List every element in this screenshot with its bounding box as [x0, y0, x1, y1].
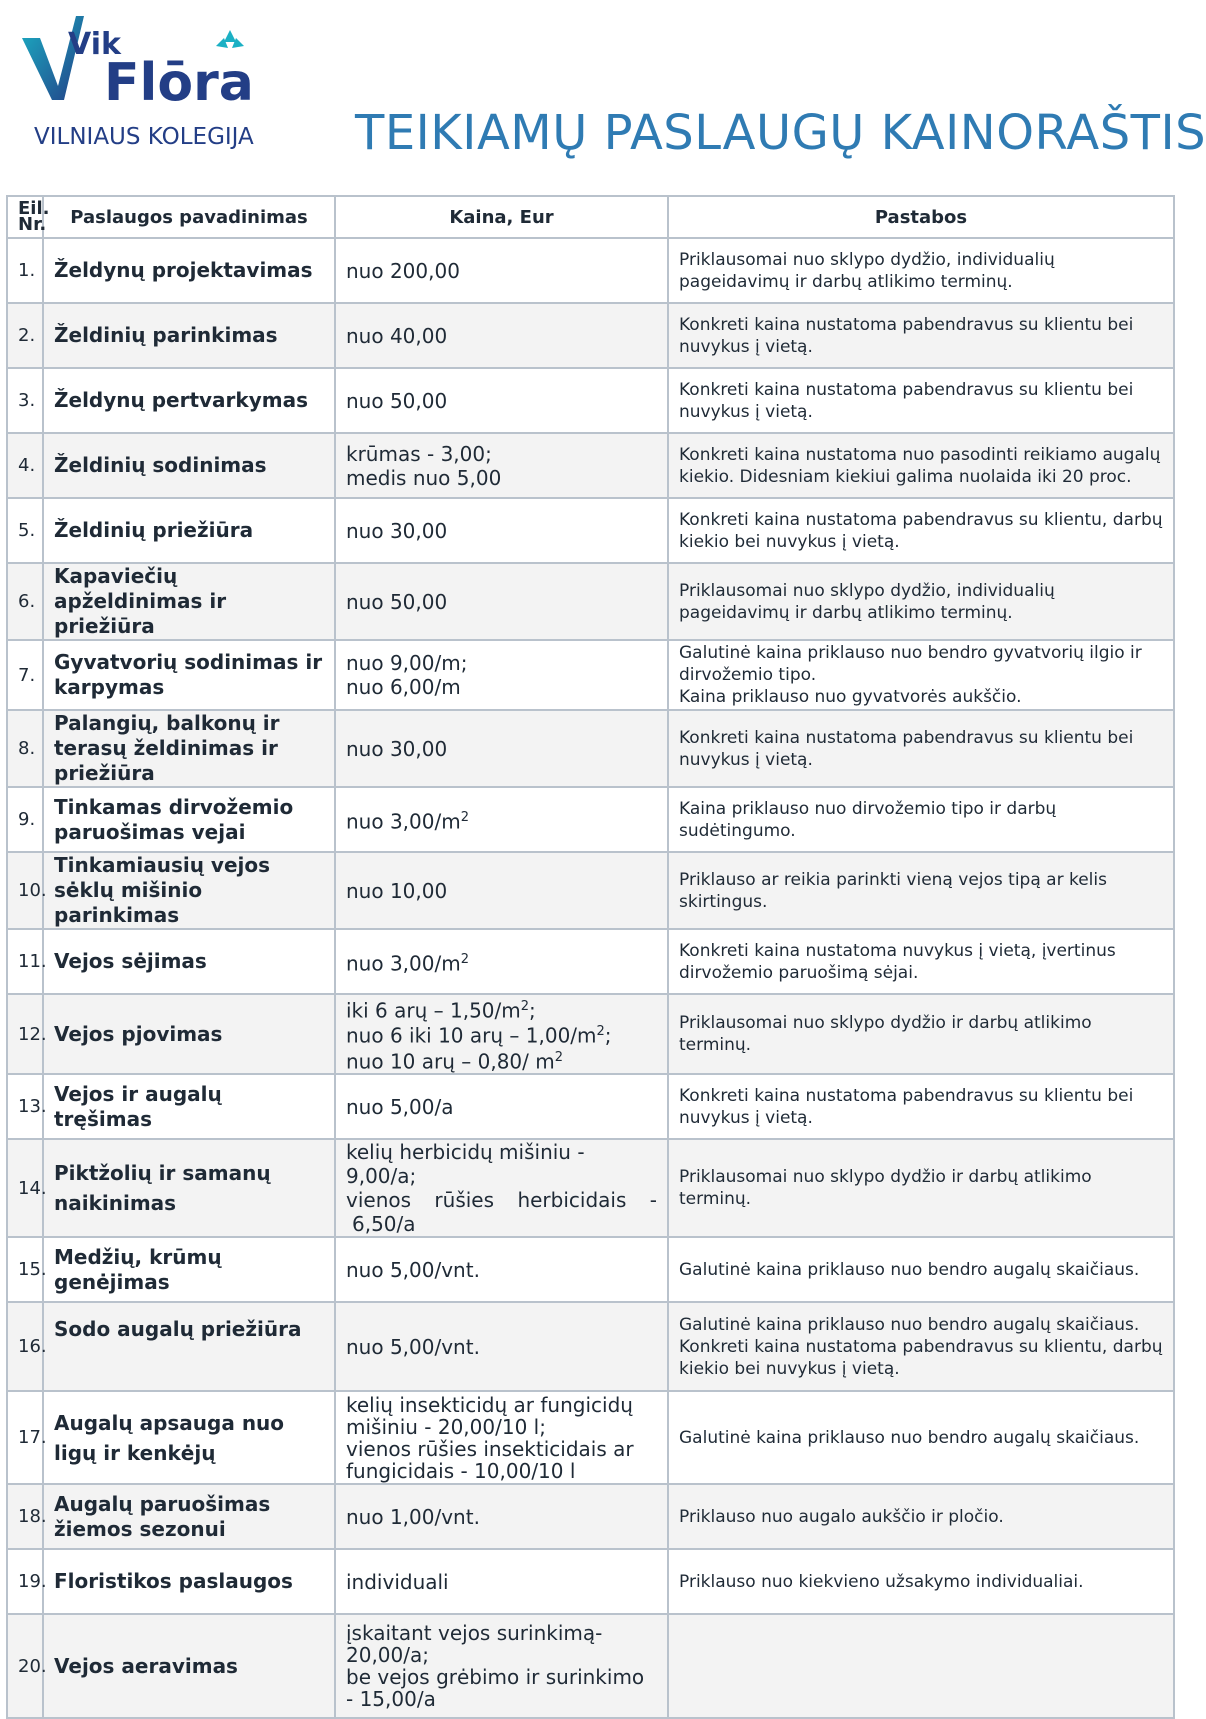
- service-name: Tinkamas dirvožemio paruošimas vejai: [43, 787, 335, 852]
- service-name: Želdinių priežiūra: [43, 498, 335, 563]
- service-price: nuo 30,00: [335, 710, 668, 787]
- price-line: nuo 9,00/m;: [346, 651, 468, 675]
- table-row: [7, 303, 1174, 368]
- price-line: kelių insekticidų ar fungicidų mišiniu - 20,00/10 l;: [346, 1392, 633, 1439]
- note-line: Kaina priklauso nuo gyvatvorės aukščio.: [679, 687, 1022, 707]
- logo-subtitle: VILNIAUS KOLEGIJA: [34, 124, 254, 150]
- row-nr: 15.: [7, 1237, 43, 1302]
- page-title: TEIKIAMŲ PASLAUGŲ KAINORAŠTIS: [355, 105, 1206, 161]
- service-note: Priklausomai nuo sklypo dydžio, individualių pageidavimų ir darbų atlikimo terminų.: [668, 563, 1174, 640]
- row-nr: 10.: [7, 852, 43, 929]
- price-text: nuo 3,00/m: [346, 809, 461, 834]
- service-note: Konkreti kaina nustatoma pabendravus su klientu bei nuvykus į vietą.: [668, 368, 1174, 433]
- service-note: Konkreti kaina nustatoma pabendravus su klientu bei nuvykus į vietą.: [668, 710, 1174, 787]
- row-nr: 20.: [7, 1614, 43, 1718]
- service-note: Konkreti kaina nustatoma pabendravus su klientu bei nuvykus į vietą.: [668, 1074, 1174, 1139]
- table-row: [7, 1139, 1174, 1237]
- service-note: [668, 1614, 1174, 1718]
- service-note: Kaina priklauso nuo dirvožemio tipo ir darbų sudėtingumo.: [668, 787, 1174, 852]
- service-name: Želdynų pertvarkymas: [43, 368, 335, 433]
- row-nr: 11.: [7, 929, 43, 994]
- header-notes: Pastabos: [668, 196, 1174, 238]
- row-nr: 2.: [7, 303, 43, 368]
- service-name: Vejos aeravimas: [43, 1614, 335, 1718]
- price-line: nuo 6,00/m: [346, 675, 461, 699]
- service-note: [668, 640, 1174, 710]
- service-note: Konkreti kaina nustatoma pabendravus su klientu, darbų kiekio bei nuvykus į vietą.: [668, 498, 1174, 563]
- service-price: nuo 1,00/vnt.: [335, 1484, 668, 1549]
- header-name: Paslaugos pavadinimas: [43, 196, 335, 238]
- service-price: [335, 640, 668, 710]
- service-price: [335, 787, 668, 852]
- table-row: [7, 368, 1174, 433]
- table-row: [7, 1237, 1174, 1302]
- table-row: [7, 1614, 1174, 1718]
- price-line: vienos rūšies herbicidais -: [346, 1188, 657, 1212]
- service-name: Sodo augalų priežiūra: [43, 1302, 335, 1391]
- service-price: nuo 30,00: [335, 498, 668, 563]
- row-nr: 18.: [7, 1484, 43, 1549]
- price-line: kelių herbicidų mišiniu - 9,00/a;: [346, 1140, 585, 1188]
- price-line: medis nuo 5,00: [346, 465, 502, 490]
- table-row: [7, 1391, 1174, 1484]
- service-note: Priklausomai nuo sklypo dydžio ir darbų atlikimo terminų.: [668, 1139, 1174, 1237]
- service-name: Tinkamiausių vejos sėklų mišinio parinkimas: [43, 852, 335, 929]
- service-price: nuo 50,00: [335, 563, 668, 640]
- price-text: iki 6 arų – 1,50/m: [346, 998, 521, 1023]
- service-name: Vejos ir augalų tręšimas: [43, 1074, 335, 1139]
- service-name: Augalų paruošimas žiemos sezonui: [43, 1484, 335, 1549]
- row-nr: 5.: [7, 498, 43, 563]
- service-name: Medžių, krūmų genėjimas: [43, 1237, 335, 1302]
- table-row: [7, 852, 1174, 929]
- header-nr: Eil. Nr.: [7, 196, 43, 238]
- service-name: Kapaviečių apželdinimas ir priežiūra: [43, 563, 335, 640]
- table-row: [7, 640, 1174, 710]
- table-row: [7, 1074, 1174, 1139]
- service-name: Gyvatvorių sodinimas ir karpymas: [43, 640, 335, 710]
- row-nr: 17.: [7, 1391, 43, 1484]
- row-nr: 13.: [7, 1074, 43, 1139]
- service-note: Priklauso ar reikia parinkti vieną vejos tipą ar kelis skirtingus.: [668, 852, 1174, 929]
- service-note: Priklauso nuo augalo aukščio ir pločio.: [668, 1484, 1174, 1549]
- logo-vik-text: Vik: [68, 27, 121, 62]
- service-price: [335, 1391, 668, 1484]
- service-note: Galutinė kaina priklauso nuo bendro augalų skaičiaus.: [668, 1237, 1174, 1302]
- service-name: Želdynų projektavimas: [43, 238, 335, 303]
- service-price: nuo 40,00: [335, 303, 668, 368]
- table-row: [7, 498, 1174, 563]
- service-name: Vejos pjovimas: [43, 994, 335, 1074]
- service-note: Galutinė kaina priklauso nuo bendro augalų skaičiaus.: [668, 1391, 1174, 1484]
- service-name: Augalų apsauga nuo ligų ir kenkėjų: [43, 1391, 335, 1484]
- superscript: 2: [520, 998, 530, 1014]
- row-nr: 14.: [7, 1139, 43, 1237]
- row-nr: 8.: [7, 710, 43, 787]
- service-name: Želdinių sodinimas: [43, 433, 335, 498]
- service-price: nuo 10,00: [335, 852, 668, 929]
- price-line: krūmas - 3,00;: [346, 441, 492, 466]
- service-note: Konkreti kaina nustatoma pabendravus su klientu bei nuvykus į vietą.: [668, 303, 1174, 368]
- row-nr: 3.: [7, 368, 43, 433]
- header-price: Kaina, Eur: [335, 196, 668, 238]
- service-price: [335, 929, 668, 994]
- price-line: įskaitant vejos surinkimą- 20,00/a;: [346, 1621, 603, 1667]
- service-note: Konkreti kaina nustatoma nuvykus į vietą, įvertinus dirvožemio paruošimą sėjai.: [668, 929, 1174, 994]
- service-name: Floristikos paslaugos: [43, 1549, 335, 1614]
- service-name: Piktžolių ir samanų naikinimas: [43, 1139, 335, 1237]
- price-table: [6, 195, 1175, 1719]
- price-line: 6,50/a: [352, 1212, 416, 1236]
- row-nr: 1.: [7, 238, 43, 303]
- price-text: nuo 6 iki 10 arų – 1,00/m: [346, 1023, 597, 1048]
- service-note: Galutinė kaina priklauso nuo bendro augalų skaičiaus. Konkreti kaina nustatoma pabendravus su klientu, darbų kiekio bei nuvykus į vietą.: [668, 1302, 1174, 1391]
- table-row: [7, 563, 1174, 640]
- service-price: [335, 1614, 668, 1718]
- row-nr: 6.: [7, 563, 43, 640]
- service-name: Vejos sėjimas: [43, 929, 335, 994]
- table-row: [7, 994, 1174, 1074]
- service-note: Priklauso nuo kiekvieno užsakymo individualiai.: [668, 1549, 1174, 1614]
- table-row: [7, 1484, 1174, 1549]
- superscript: 2: [554, 1049, 564, 1065]
- price-line: be vejos grėbimo ir surinkimo - 15,00/a: [346, 1665, 645, 1711]
- service-price: nuo 5,00/vnt.: [335, 1302, 668, 1391]
- table-header-row: [7, 196, 1174, 238]
- price-text: nuo 10 arų – 0,80/ m: [346, 1049, 555, 1074]
- table-row: [7, 929, 1174, 994]
- service-price: nuo 5,00/a: [335, 1074, 668, 1139]
- price-line: [346, 1021, 657, 1047]
- price-line: [346, 1047, 657, 1073]
- row-nr: 12.: [7, 994, 43, 1074]
- price-separator: ;: [604, 1023, 612, 1048]
- service-name: Palangių, balkonų ir terasų želdinimas ir priežiūra: [43, 710, 335, 787]
- service-name: Želdinių parinkimas: [43, 303, 335, 368]
- price-text: nuo 3,00/m: [346, 951, 461, 976]
- table-row: [7, 710, 1174, 787]
- row-nr: 9.: [7, 787, 43, 852]
- superscript: 2: [460, 809, 469, 825]
- price-separator: ;: [529, 998, 536, 1023]
- table-row: [7, 1302, 1174, 1391]
- row-nr: 19.: [7, 1549, 43, 1614]
- row-nr: 16.: [7, 1302, 43, 1391]
- service-price: nuo 5,00/vnt.: [335, 1237, 668, 1302]
- price-line: [346, 996, 657, 1022]
- service-note: Priklausomai nuo sklypo dydžio ir darbų atlikimo terminų.: [668, 994, 1174, 1074]
- service-note: Konkreti kaina nustatoma nuo pasodinti reikiamo augalų kiekio. Didesniam kiekiui galima nuolaida iki 20 proc.: [668, 433, 1174, 498]
- service-price: individuali: [335, 1549, 668, 1614]
- table-row: [7, 1549, 1174, 1614]
- service-price: [335, 994, 668, 1074]
- superscript: 2: [460, 951, 469, 967]
- table-row: [7, 787, 1174, 852]
- superscript: 2: [596, 1024, 605, 1040]
- vikflora-logo: [18, 8, 318, 158]
- table-row: [7, 433, 1174, 498]
- price-line: vienos rūšies insekticidais ar fungicidais - 10,00/10 l: [346, 1436, 634, 1483]
- service-price: nuo 50,00: [335, 368, 668, 433]
- logo-flora-text: Flōra: [104, 53, 254, 113]
- row-nr: 7.: [7, 640, 43, 710]
- flower-icon: [216, 30, 244, 48]
- service-price: [335, 1139, 668, 1237]
- service-note: Priklausomai nuo sklypo dydžio, individualių pageidavimų ir darbų atlikimo terminų.: [668, 238, 1174, 303]
- service-price: [335, 433, 668, 498]
- row-nr: 4.: [7, 433, 43, 498]
- table-row: [7, 238, 1174, 303]
- note-line: Galutinė kaina priklauso nuo bendro gyvatvorių ilgio ir dirvožemio tipo.: [679, 643, 1142, 685]
- service-price: nuo 200,00: [335, 238, 668, 303]
